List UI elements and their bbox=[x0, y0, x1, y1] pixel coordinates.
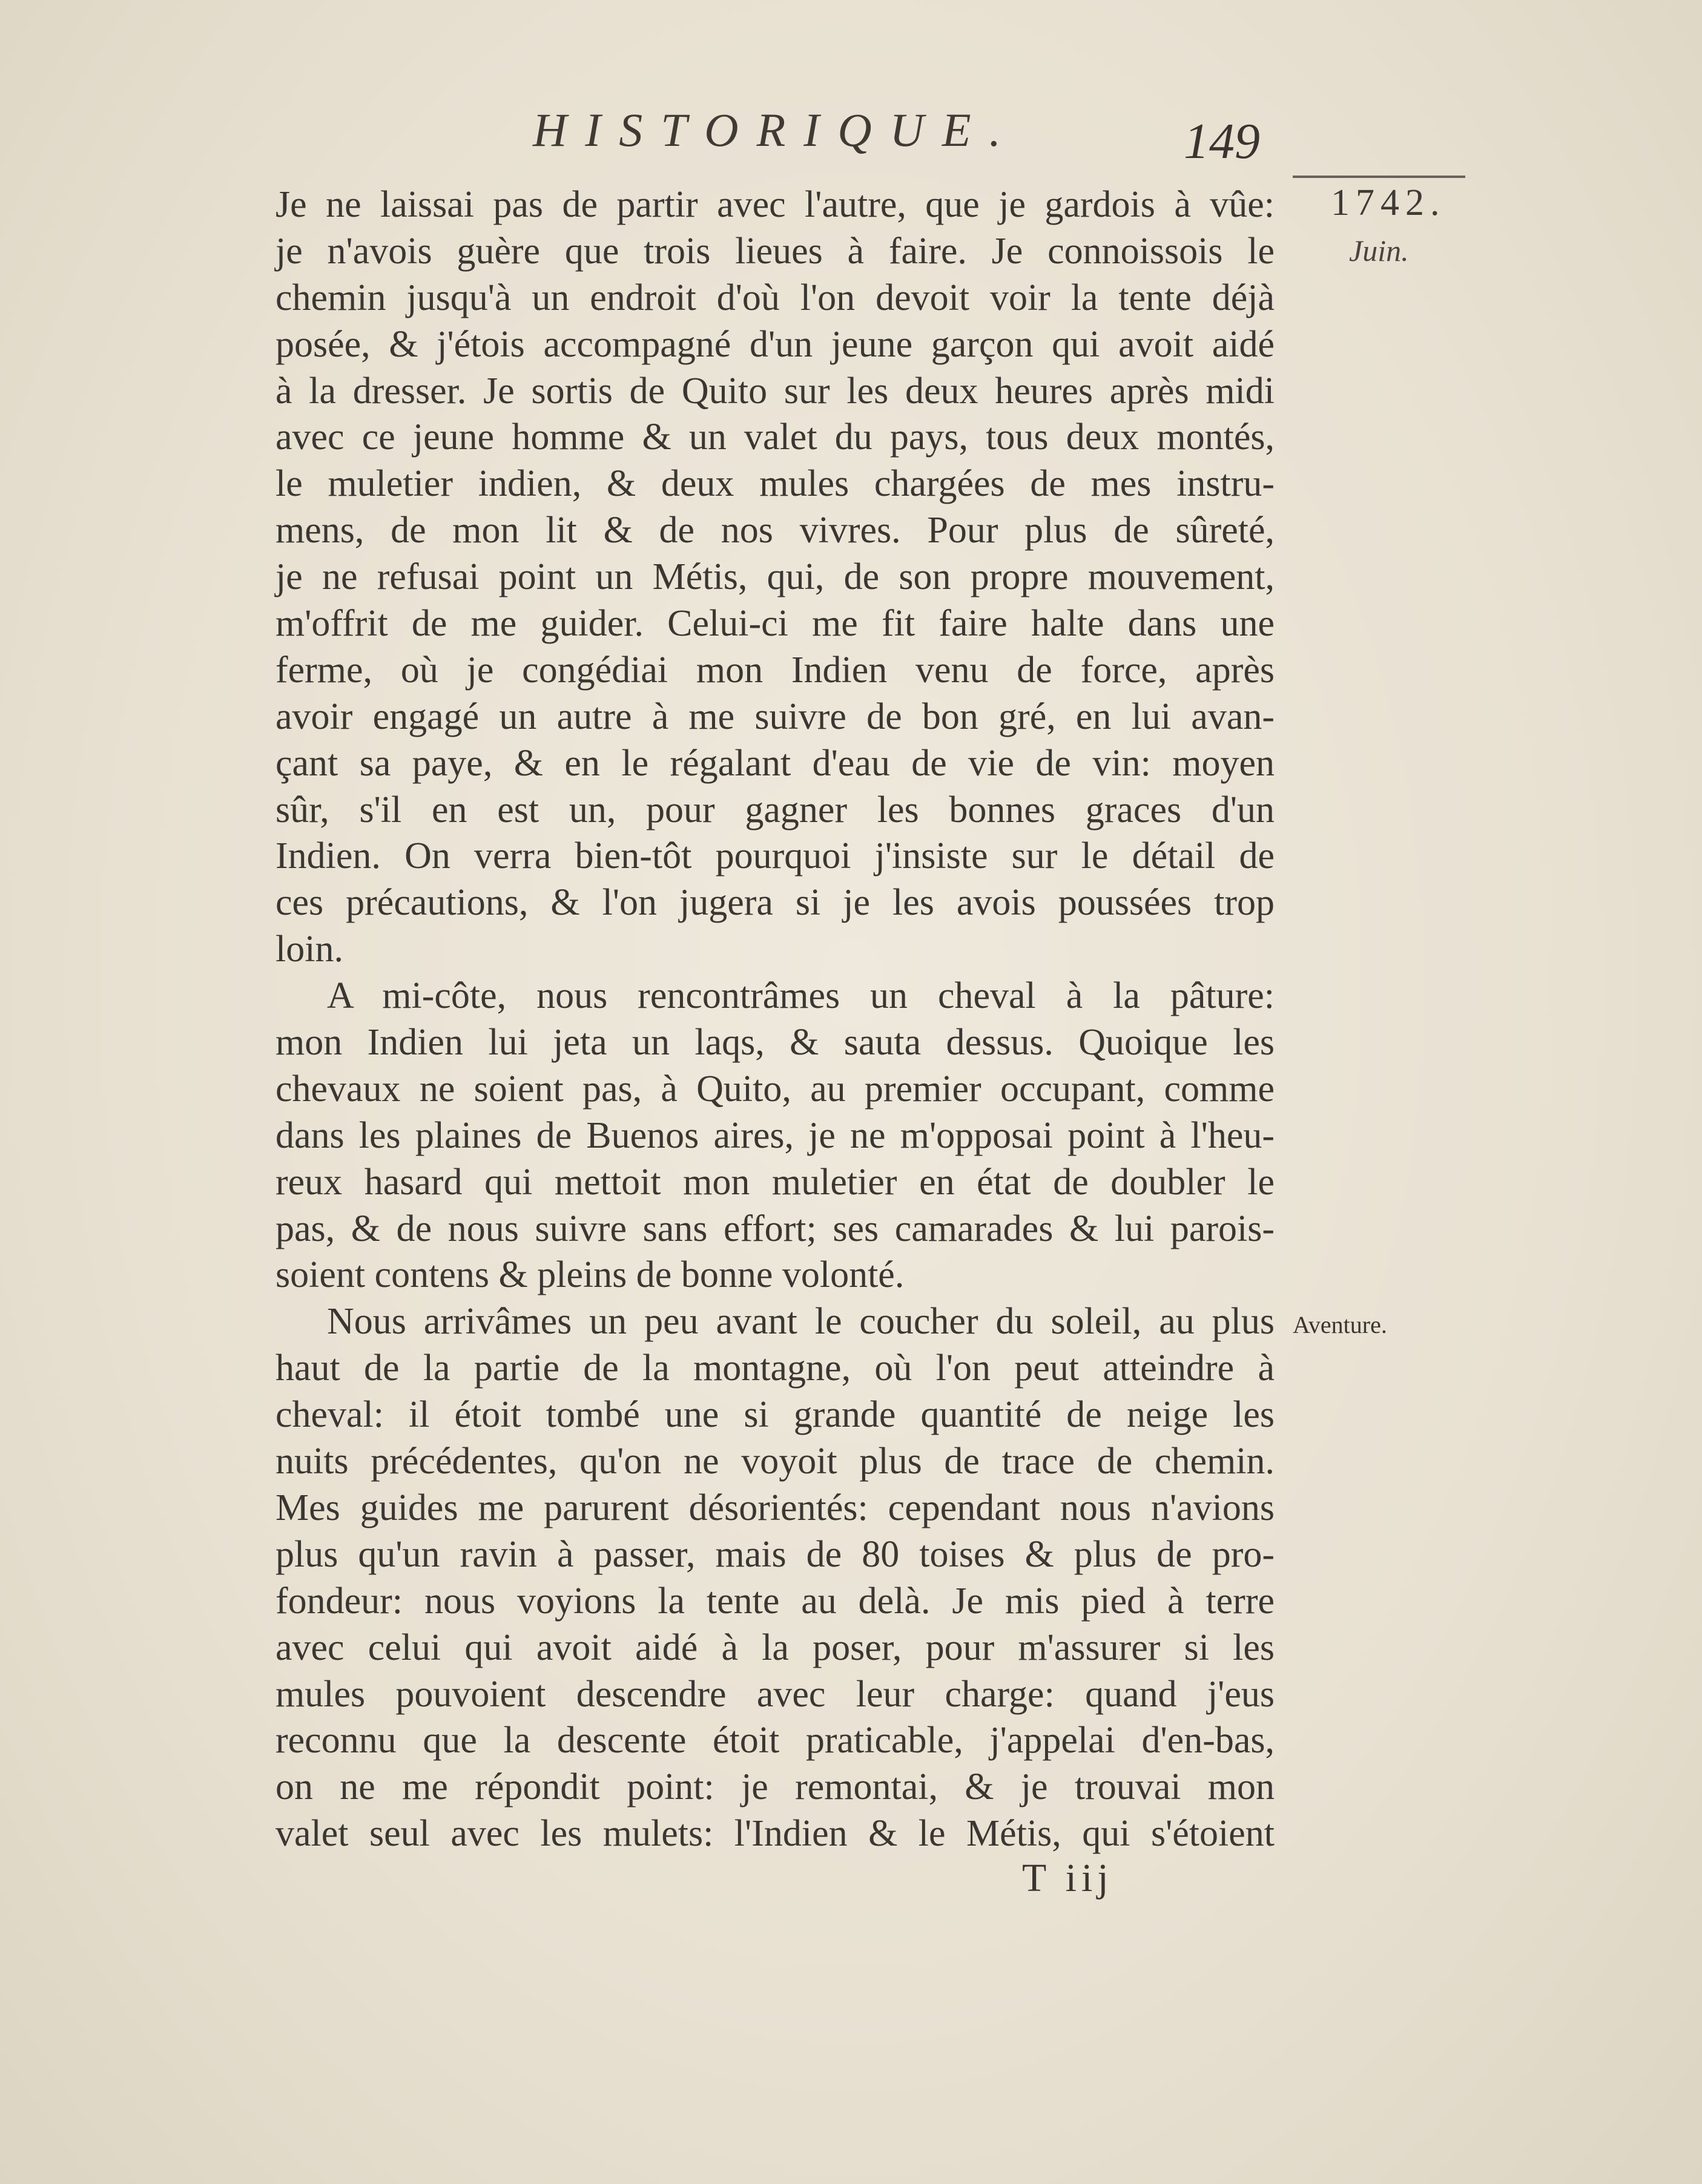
text-line: fondeur: nous voyions la tente au delà. Je mis pied à terre bbox=[275, 1580, 1275, 1622]
text-line: Je ne laissai pas de partir avec l'autre, que je gardois à vûe: bbox=[275, 184, 1275, 225]
text-line: valet seul avec les mulets: l'Indien & le Métis, qui s'étoient bbox=[275, 1813, 1275, 1855]
margin-rule bbox=[1293, 176, 1465, 178]
text-line: avec celui qui avoit aidé à la poser, pour m'assurer si les bbox=[275, 1626, 1275, 1668]
text-line: soient contens & pleins de bonne volonté. bbox=[275, 1254, 905, 1296]
text-line: mens, de mon lit & de nos vivres. Pour plus de sûreté, bbox=[275, 510, 1275, 551]
text-line: cheval: il étoit tombé une si grande quantité de neige les bbox=[275, 1394, 1275, 1436]
text-line: dans les plaines de Buenos aires, je ne m'opposai point à l'heu- bbox=[275, 1114, 1275, 1156]
text-line: plus qu'un ravin à passer, mais de 80 toises & plus de pro- bbox=[275, 1533, 1275, 1575]
text-line: ces précautions, & l'on jugera si je les avois poussées trop bbox=[275, 882, 1275, 924]
text-line: haut de la partie de la montagne, où l'on peut atteindre à bbox=[275, 1347, 1275, 1389]
text-line: je ne refusai point un Métis, qui, de son propre mouvement, bbox=[275, 556, 1275, 598]
page-number: 149 bbox=[1184, 113, 1260, 169]
running-title: HISTORIQUE. bbox=[533, 104, 1020, 156]
text-line: chemin jusqu'à un endroit d'où l'on devoit voir la tente déjà bbox=[275, 277, 1275, 318]
text-line: A mi-côte, nous rencontrâmes un cheval à la pâture: bbox=[327, 975, 1275, 1017]
text-line: mules pouvoient descendre avec leur charge: quand j'eus bbox=[275, 1673, 1275, 1715]
text-line: reconnu que la descente étoit praticable, j'appelai d'en-bas, bbox=[275, 1720, 1275, 1761]
text-line: pas, & de nous suivre sans effort; ses camarades & lui parois- bbox=[275, 1208, 1275, 1249]
text-line: chevaux ne soient pas, à Quito, au premier occupant, comme bbox=[275, 1068, 1275, 1110]
text-line: nuits précédentes, qu'on ne voyoit plus de trace de chemin. bbox=[275, 1441, 1275, 1482]
text-line: çant sa paye, & en le régalant d'eau de vie de vin: moyen bbox=[275, 742, 1275, 784]
text-line: Indien. On verra bien-tôt pourquoi j'insiste sur le détail de bbox=[275, 835, 1275, 877]
text-line: posée, & j'étois accompagné d'un jeune garçon qui avoit aidé bbox=[275, 323, 1275, 365]
text-line: mon Indien lui jeta un laqs, & sauta dessus. Quoique les bbox=[275, 1022, 1275, 1064]
text-line: avoir engagé un autre à me suivre de bon gré, en lui avan- bbox=[275, 696, 1275, 737]
text-line: on ne me répondit point: je remontai, & je trouvai mon bbox=[275, 1766, 1275, 1808]
margin-month: Juin. bbox=[1349, 234, 1409, 268]
signature-mark: T iij bbox=[1022, 1856, 1113, 1900]
body-text bbox=[275, 182, 1275, 1857]
text-line: avec ce jeune homme & un valet du pays, tous deux montés, bbox=[275, 416, 1275, 458]
text-line: reux hasard qui mettoit mon muletier en état de doubler le bbox=[275, 1161, 1275, 1203]
text-line: loin. bbox=[275, 929, 343, 970]
text-line: sûr, s'il en est un, pour gagner les bonnes graces d'un bbox=[275, 789, 1275, 831]
text-line: à la dresser. Je sortis de Quito sur les deux heures après midi bbox=[275, 370, 1275, 412]
text-line: ferme, où je congédiai mon Indien venu de force, après bbox=[275, 649, 1275, 691]
text-line: Mes guides me parurent désorientés: cependant nous n'avions bbox=[275, 1487, 1275, 1528]
margin-year: 1742. bbox=[1331, 182, 1446, 223]
text-line: Nous arrivâmes un peu avant le coucher du soleil, au plus bbox=[327, 1301, 1275, 1343]
text-line: je n'avois guère que trois lieues à faire. Je connoissois le bbox=[275, 230, 1275, 272]
text-line: le muletier indien, & deux mules chargées de mes instru- bbox=[275, 463, 1275, 505]
margin-note: Aventure. bbox=[1293, 1311, 1387, 1338]
text-line: m'offrit de me guider. Celui-ci me fit faire halte dans une bbox=[275, 603, 1275, 645]
